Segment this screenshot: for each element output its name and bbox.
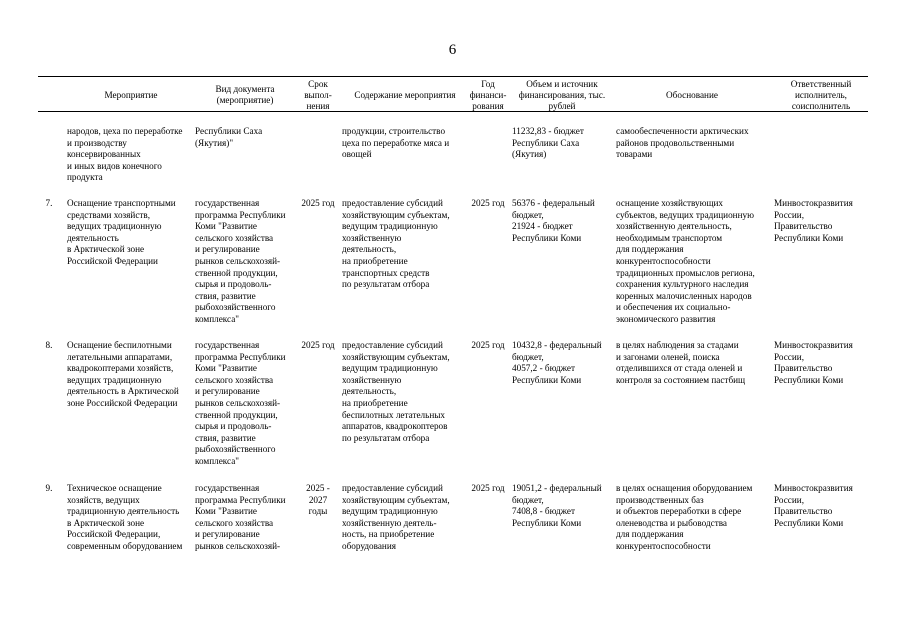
header-year: Год финанси- рования	[469, 79, 507, 111]
header-activity: Мероприятие	[104, 90, 158, 100]
row-number: 8.	[45, 340, 53, 350]
finance-cell: 11232,83 - бюджет Республики Саха (Якутия)	[512, 126, 584, 160]
document-cell: государственная программа Республики Коми "Развитие сельского хозяйства и регулирование рынков сельскохозяй- ственной продукции, сырья и продоволь- ствия, развитие рыбохозяйственного комплекса"	[195, 340, 286, 466]
document-cell: государственная программа Республики Коми "Развитие сельского хозяйства и регулирование рынков сельскохозяй-	[195, 483, 286, 551]
document-cell: государственная программа Республики Коми "Развитие сельского хозяйства и регулирование рынков сельскохозяй- ственной продукции, сырья и продоволь- ствия, развитие рыбохозяйственного комплекса"	[195, 198, 286, 324]
header-responsible: Ответственный исполнитель, соисполнитель	[790, 79, 852, 111]
activity-cell: Оснащение беспилотными летательными аппаратами, квадрокоптерами хозяйств, ведущих традиционную деятельность в Арктической зоне Российской Федерации	[67, 340, 179, 408]
justification-cell: в целях наблюдения за стадами и загонами оленей, поиска отделившихся от стада оленей и контроля за состоянием пастбищ	[616, 340, 746, 385]
finance-cell: 19051,2 - федеральный бюджет, 7408,8 - бюджет Республики Коми	[512, 483, 602, 528]
header-content: Содержание мероприятия	[354, 90, 456, 100]
row-number: 9.	[45, 483, 53, 493]
activity-cell: Техническое оснащение хозяйств, ведущих традиционную деятельность в Арктической зоне Российской Федерации, современным оборудованием	[67, 483, 183, 551]
finance-cell: 56376 - федеральный бюджет, 21924 - бюджет Республики Коми	[512, 198, 595, 243]
justification-cell: оснащение хозяйствующих субъектов, ведущих традиционную хозяйственную деятельность, необходимым транспортом для поддержания конкурентоспособности традиционных промыслов региона, сохранения культурного наследия коренных малочисленных народов и обеспечения их социально- экономического развития	[616, 198, 755, 324]
content-cell: продукции, строительство цеха по переработке мяса и овощей	[342, 126, 450, 160]
justification-cell: в целях оснащения оборудованием производственных баз и объектов переработки в сфере оленеводства и рыбоводства для поддержания конкурентоспособности	[616, 483, 753, 551]
header-justification: Обоснование	[666, 90, 718, 100]
header-bottom-rule	[38, 111, 868, 112]
page-number: 6	[448, 42, 457, 58]
year-cell: 2025 год	[471, 198, 505, 208]
finance-cell: 10432,8 - федеральный бюджет, 4057,2 - бюджет Республики Коми	[512, 340, 602, 385]
term-cell: 2025 год	[301, 340, 335, 350]
header-finance: Объем и источник финансирования, тыс. рублей	[518, 79, 606, 111]
responsible-cell: Минвостокразвития России, Правительство Республики Коми	[774, 340, 853, 385]
activity-cell: Оснащение транспортными средствами хозяйств, ведущих традиционную деятельность в Арктической зоне Российской Федерации	[67, 198, 176, 266]
year-cell: 2025 год	[471, 483, 505, 493]
header-document: Вид документа (мероприятие)	[215, 84, 275, 105]
term-cell: 2025 год	[301, 198, 335, 208]
row-number: 7.	[45, 198, 53, 208]
content-cell: предоставление субсидий хозяйствующим субъектам, ведущим традиционную хозяйственную деятельность, на приобретение транспортных средств по результатам отбора	[342, 198, 450, 290]
content-cell: предоставление субсидий хозяйствующим субъектам, ведущим традиционную хозяйственную деятельность, на приобретение беспилотных летательных аппаратов, квадрокоптеров по результатам отбора	[342, 340, 450, 443]
header-term: Срок выпол- нения	[304, 79, 332, 111]
document-cell: Республики Саха (Якутия)"	[195, 126, 263, 148]
responsible-cell: Минвостокразвития России, Правительство Республики Коми	[774, 483, 853, 528]
content-cell: предоставление субсидий хозяйствующим субъектам, ведущим традиционную хозяйственную деятель- ность, на приобретение оборудования	[342, 483, 450, 551]
term-cell: 2025 - 2027 годы	[306, 483, 330, 517]
table-top-rule	[38, 76, 868, 77]
activity-cell: народов, цеха по переработке и производству консервированных и иных видов конечного продукта	[67, 126, 183, 183]
justification-cell: самообеспеченности арктических районов продовольственными товарами	[616, 126, 749, 160]
year-cell: 2025 год	[471, 340, 505, 350]
responsible-cell: Минвостокразвития России, Правительство Республики Коми	[774, 198, 853, 243]
